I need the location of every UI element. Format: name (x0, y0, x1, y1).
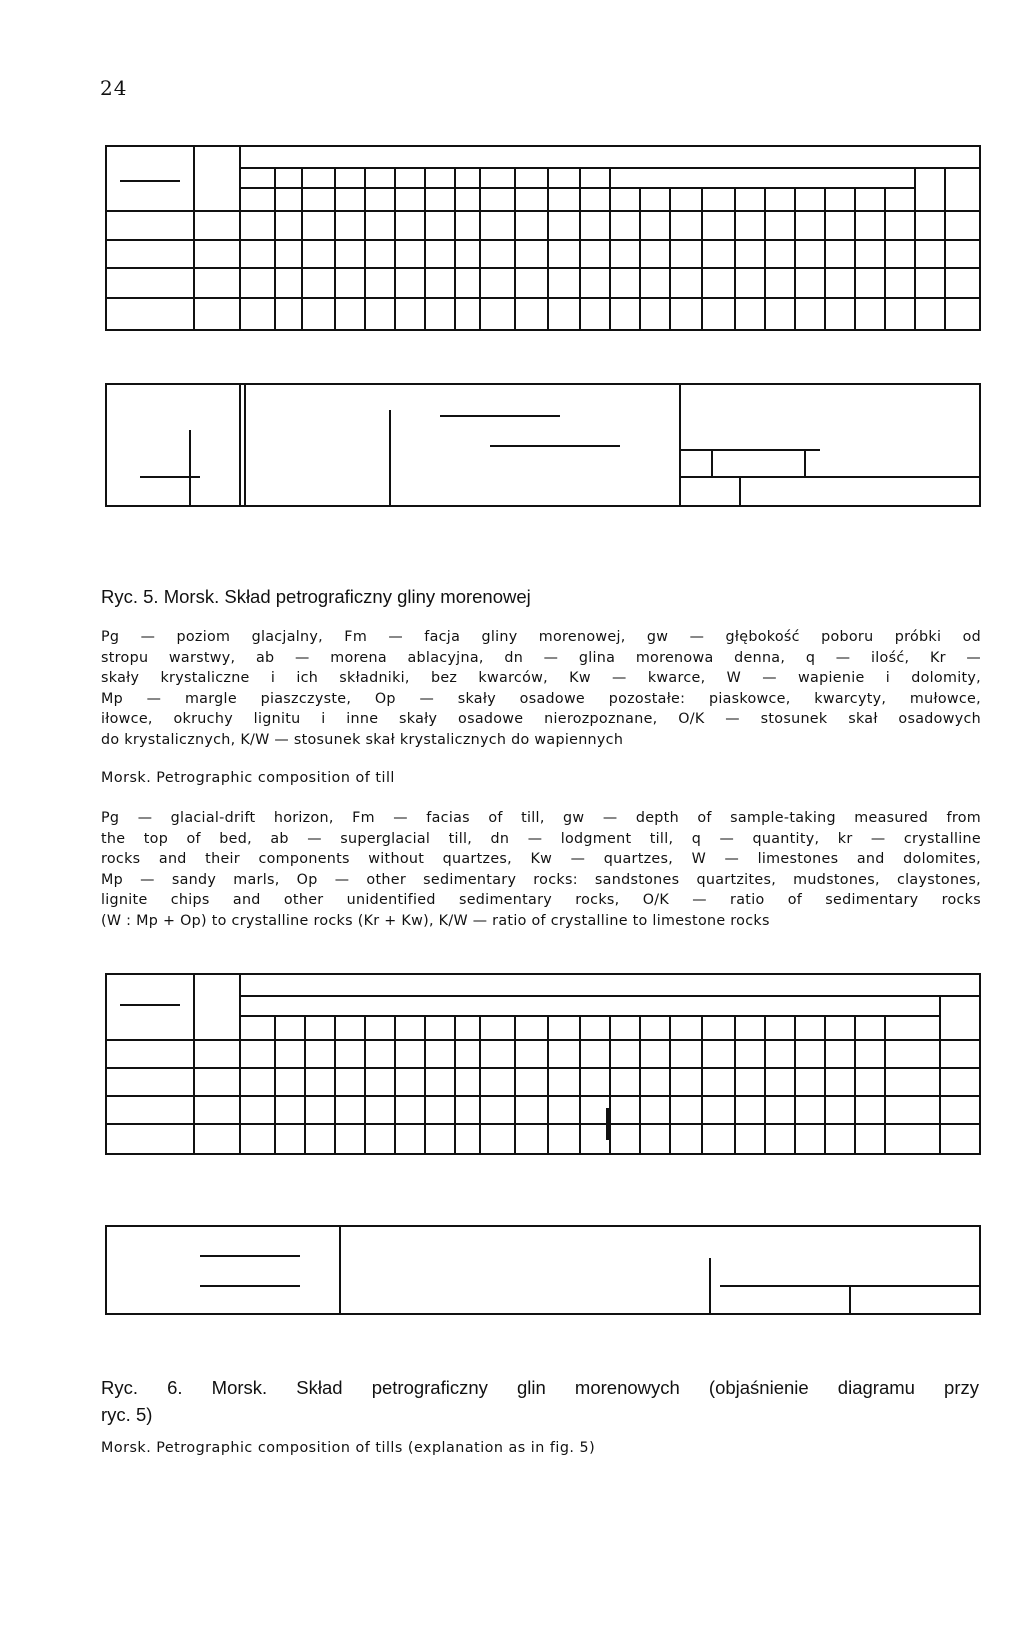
figure-6-caption-en: Morsk. Petrographic composition of tills (explanation as in fig. 5) (101, 1440, 596, 1456)
legend-en-line: the top of bed, ab — superglacial till, dn — lodgment till, q — quantity, kr — crystalline (101, 830, 981, 847)
page-number: 24 (100, 76, 128, 100)
legend-en-line: (W : Mp + Op) to crystalline rocks (Kr + Kw), K/W — ratio of crystalline to limestone rocks (101, 912, 770, 929)
figure-5-diagram (0, 140, 1024, 540)
figure-5-legend-en (101, 808, 981, 932)
legend-pl-line: Mp — margle piaszczyste, Op — skały osadowe pozostałe: piaskowce, kwarcyty, mułowce, (101, 690, 981, 707)
caption-pl-line: Ryc. 6. Morsk. Skład petrograficzny glin morenowych (objaśnienie diagramu przy (101, 1377, 979, 1398)
figure-5-caption-en-title: Morsk. Petrographic composition of till (101, 770, 395, 786)
legend-en-line: rocks and their components without quartzes, Kw — quartzes, W — limestones and dolomites, (101, 851, 981, 868)
legend-en-line: Mp — sandy marls, Op — other sedimentary rocks: sandstones quartzites, mudstones, claystones, (101, 871, 981, 888)
legend-pl-line: Pg — poziom glacjalny, Fm — facja gliny morenowej, gw — głębokość poboru próbki od (101, 629, 981, 645)
legend-en-line: Pg — glacial-drift horizon, Fm — facias of till, gw — depth of sample-taking measured from (101, 810, 981, 826)
legend-pl-line: do krystalicznych, K/W — stosunek skał krystalicznych do wapiennych (101, 731, 624, 748)
figure-5-caption-pl-title: Ryc. 5. Morsk. Skład petrograficzny gliny morenowej (101, 586, 531, 607)
figure-6-diagram (0, 968, 1024, 1368)
figure-6-table-frame (106, 974, 980, 1154)
legend-pl-line: stropu warstwy, ab — morena ablacyjna, dn — glina morenowa denna, q — ilość, Kr — (101, 649, 981, 666)
legend-en-line: lignite chips and other unidentified sedimentary rocks, O/K — ratio of sedimentary rocks (101, 892, 981, 909)
caption-pl-line: ryc. 5) (101, 1404, 153, 1425)
figure-6-strip-frame (106, 1226, 980, 1314)
figure-5-legend-pl (101, 627, 981, 751)
figure-5-table-frame (106, 146, 980, 330)
legend-pl-line: skały krystaliczne i ich składniki, bez kwarców, Kw — kwarce, W — wapienie i dolomity, (101, 670, 981, 687)
figure-6-caption-pl (101, 1374, 979, 1428)
legend-pl-line: iłowce, okruchy lignitu i inne skały osadowe nierozpoznane, O/K — stosunek skał osadowych (101, 711, 981, 728)
